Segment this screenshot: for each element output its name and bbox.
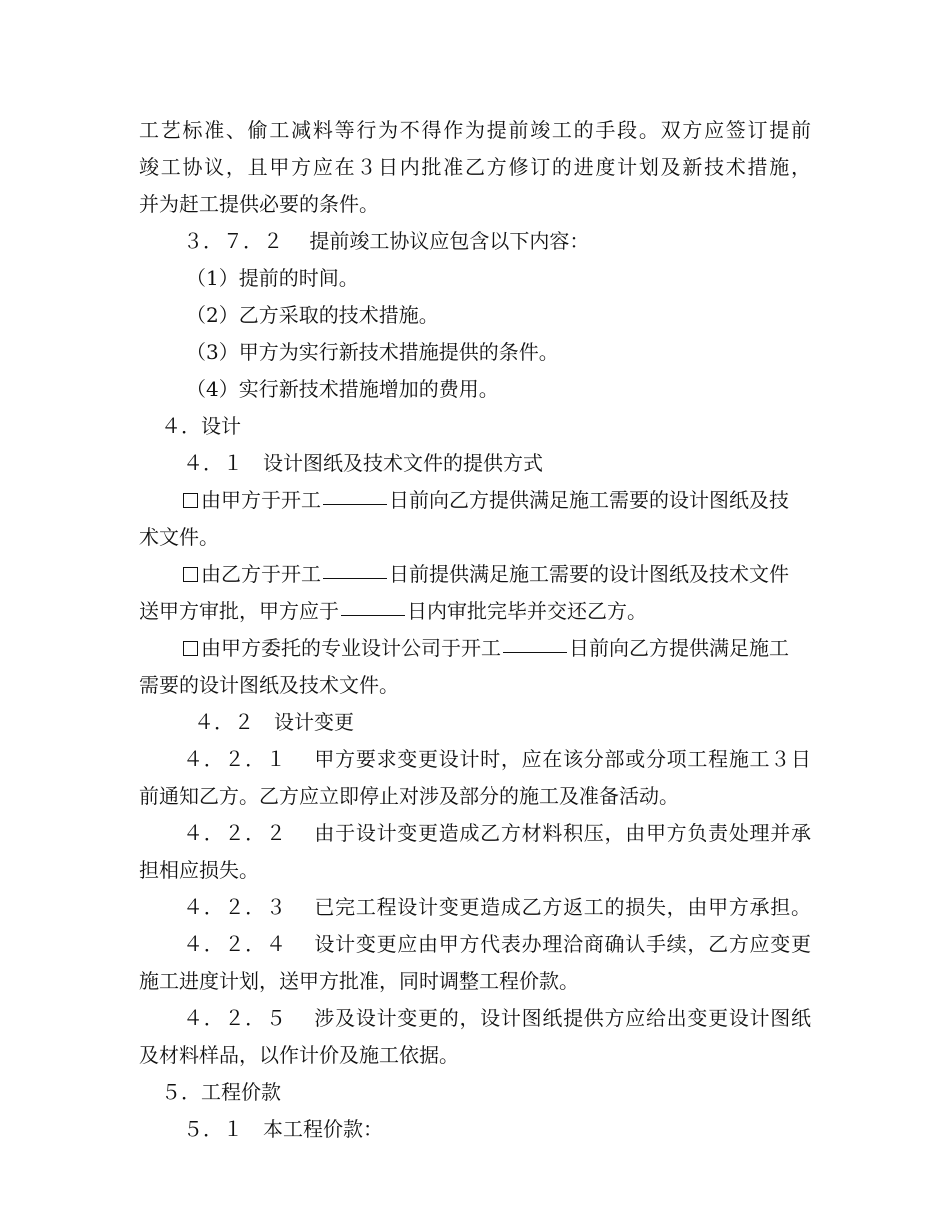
list-item: （1）提前的时间。 [186,266,359,290]
option-text: 由乙方于开工 [201,562,321,586]
paragraph-line: 及材料样品，以作计价及施工依据。 [139,1043,459,1067]
list-item: （2）乙方采取的技术措施。 [186,303,439,327]
paragraph-line: 竣工协议，且甲方应在３日内批准乙方修订的进度计划及新技术措施， [139,155,811,179]
option-text: 日内审批完毕并交还乙方。 [407,599,647,623]
option-text: 日前向乙方提供满足施工需要的设计图纸及技 [389,488,789,512]
option-text: 由甲方委托的专业设计公司于开工 [201,636,501,660]
fill-in-blank [503,650,567,653]
section-heading-price: ５．工程价款 [161,1080,281,1104]
paragraph-line: 前通知乙方。乙方应立即停止对涉及部分的施工及准备活动。 [139,784,679,808]
checkbox-option-2 [183,562,789,586]
list-item: （4）实行新技术措施增加的费用。 [186,377,499,401]
checkbox-option-3 [183,636,789,660]
clause-5-1: ５．１ 本工程价款： [183,1117,383,1141]
section-heading-design: ４．设计 [161,414,241,438]
clause-4-2-1: ４．２．１ 甲方要求变更设计时，应在该分部或分项工程施工３日 [183,747,811,771]
paragraph-line [139,599,647,623]
list-item: （3）甲方为实行新技术措施提供的条件。 [186,340,559,364]
option-text: 日前提供满足施工需要的设计图纸及技术文件 [389,562,789,586]
checkbox-option-1 [183,488,789,512]
paragraph-line: 担相应损失。 [139,858,259,882]
paragraph-line: 术文件。 [139,525,219,549]
paragraph-line: 工艺标准、偷工减料等行为不得作为提前竣工的手段。双方应签订提前 [139,118,811,142]
checkbox-icon [183,641,198,656]
paragraph-line: 并为赶工提供必要的条件。 [139,192,379,216]
clause-4-2: ４．２ 设计变更 [194,710,354,734]
option-text: 日前向乙方提供满足施工 [569,636,789,660]
clause-4-1: ４．１ 设计图纸及技术文件的提供方式 [183,451,543,475]
paragraph-line: 需要的设计图纸及技术文件。 [139,673,399,697]
clause-4-2-5: ４．２．５ 涉及设计变更的，设计图纸提供方应给出变更设计图纸 [183,1006,811,1030]
checkbox-icon [183,567,198,582]
checkbox-icon [183,493,198,508]
paragraph-line: 施工进度计划，送甲方批准，同时调整工程价款。 [139,969,579,993]
option-text: 由甲方于开工 [201,488,321,512]
clause-4-2-4: ４．２．４ 设计变更应由甲方代表办理洽商确认手续，乙方应变更 [183,932,811,956]
option-text: 送甲方审批，甲方应于 [139,599,339,623]
fill-in-blank [341,613,405,616]
clause-4-2-3: ４．２．３ 已完工程设计变更造成乙方返工的损失，由甲方承担。 [183,895,811,919]
clause-3-7-2: ３．７．２ 提前竣工协议应包含以下内容： [183,229,590,253]
fill-in-blank [323,502,387,505]
fill-in-blank [323,576,387,579]
clause-4-2-2: ４．２．２ 由于设计变更造成乙方材料积压，由甲方负责处理并承 [183,821,811,845]
